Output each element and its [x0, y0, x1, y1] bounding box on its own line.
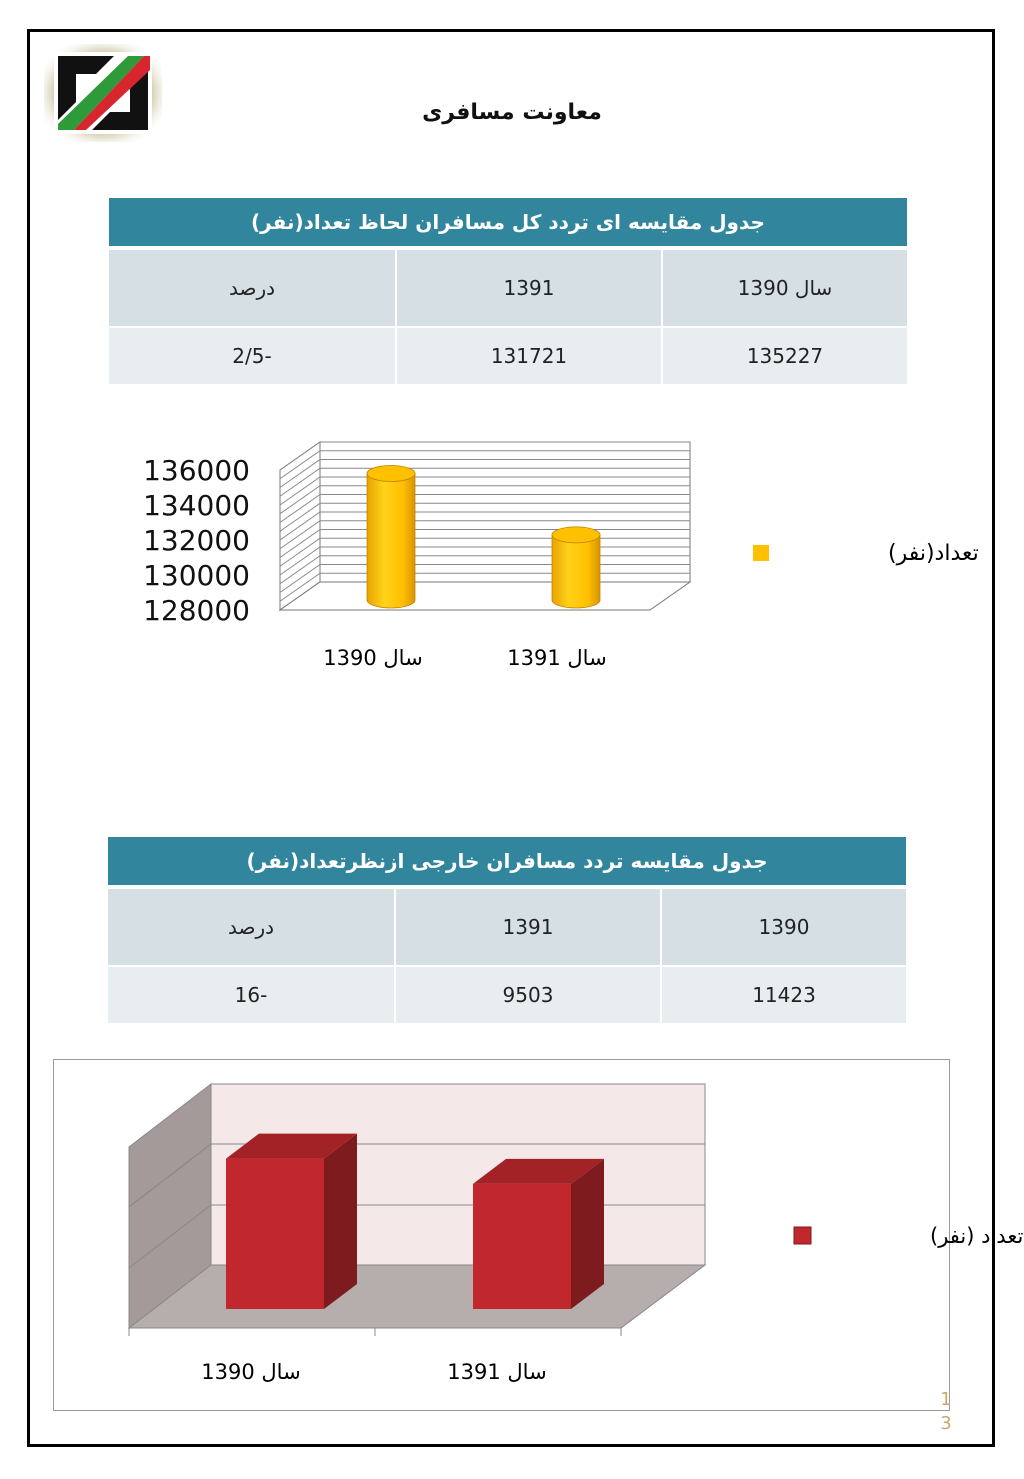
organization-logo	[44, 44, 162, 142]
table-header-row	[109, 248, 907, 327]
y-tick-label: 134000	[143, 489, 250, 522]
header-cell: 1390	[661, 887, 906, 966]
table-header-row	[108, 887, 906, 966]
foreign-passengers-table	[108, 837, 906, 1023]
legend-swatch	[753, 545, 769, 561]
table-row	[108, 966, 906, 1023]
legend-swatch	[794, 1227, 811, 1244]
page-number: 1 3	[940, 1389, 952, 1434]
value-cell: -2/5	[109, 327, 396, 384]
bar	[473, 1159, 604, 1309]
value-cell: 9503	[395, 966, 661, 1023]
x-tick-label: سال 1390	[323, 646, 423, 670]
x-tick-label: سال 1391	[447, 1360, 547, 1384]
legend-label: تعداد (نفر)	[930, 1224, 1024, 1248]
table-caption: جدول مقایسه تردد مسافران خارجی ازنظرتعداد(نفر)	[108, 837, 906, 887]
table-row	[109, 327, 907, 384]
y-tick-label: 130000	[143, 559, 250, 592]
total-passengers-chart	[140, 430, 979, 690]
value-cell: 131721	[396, 327, 662, 384]
header-cell: سال 1390	[662, 248, 907, 327]
y-tick-label: 132000	[143, 524, 250, 557]
y-tick-label: 136000	[143, 454, 250, 487]
foreign-passengers-chart	[53, 1059, 1024, 1411]
value-cell: 11423	[661, 966, 906, 1023]
y-tick-label: 128000	[143, 594, 250, 627]
header-cell: 1391	[396, 248, 662, 327]
bar	[226, 1134, 357, 1309]
header-cell: درصد	[108, 887, 395, 966]
header-cell: درصد	[109, 248, 396, 327]
value-cell: -16	[108, 966, 395, 1023]
chart-grid	[280, 442, 690, 610]
table-caption: جدول مقایسه ای تردد کل مسافران لحاظ تعداد(نفر)	[109, 198, 907, 248]
chart-floor	[129, 1265, 705, 1328]
value-cell: 135227	[662, 327, 907, 384]
bar	[367, 466, 415, 608]
x-tick-label: سال 1391	[507, 646, 607, 670]
total-passengers-table	[109, 198, 907, 384]
header-cell: 1391	[395, 887, 661, 966]
bar	[552, 527, 600, 608]
legend-label: تعداد(نفر)	[888, 541, 979, 566]
page-title: معاونت مسافری	[422, 100, 602, 125]
x-tick-label: سال 1390	[201, 1360, 301, 1384]
